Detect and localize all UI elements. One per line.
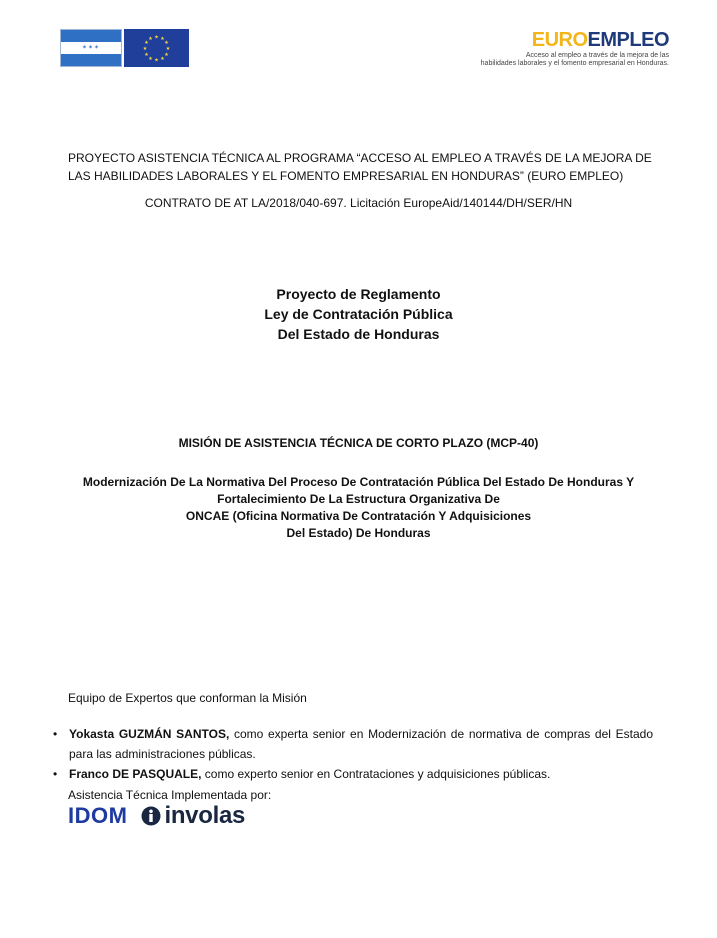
svg-text:★: ★ <box>160 36 165 42</box>
contract-reference: CONTRATO DE AT LA/2018/040-697. Licitación EuropeAid/140144/DH/SER/HN <box>144 196 573 210</box>
svg-text:★: ★ <box>154 34 159 41</box>
experts-list <box>53 724 653 784</box>
svg-text:★: ★ <box>154 57 159 64</box>
honduras-flag-icon: ✶✶✶ <box>60 29 122 67</box>
involas-mark-icon <box>141 806 161 826</box>
partner-logos <box>68 802 245 830</box>
svg-text:★: ★ <box>148 36 153 42</box>
svg-text:★: ★ <box>165 46 171 52</box>
euroempleo-brand: EUROEMPLEO <box>531 29 669 51</box>
bullet-icon: • <box>53 727 58 741</box>
expert-description: como experta senior en Modernización de normativa de compras del Estado para las administraciones públicas. <box>69 727 653 761</box>
list-item <box>53 764 653 784</box>
svg-text:★: ★ <box>160 56 165 62</box>
team-heading: Equipo de Expertos que conforman la Misión <box>68 691 307 705</box>
list-item <box>53 724 653 764</box>
euroempleo-logo <box>439 30 669 68</box>
bullet-icon: • <box>53 767 58 781</box>
mission-title: MISIÓN DE ASISTENCIA TÉCNICA DE CORTO PLAZO (MCP-40) <box>178 436 539 450</box>
involas-logo: involas <box>141 804 245 828</box>
regulation-title: Proyecto de Reglamento Ley de Contratación Pública Del Estado de Honduras <box>264 286 453 342</box>
svg-text:★: ★ <box>144 52 149 58</box>
expert-description: como experto senior en Contrataciones y adquisiciones públicas. <box>201 767 551 781</box>
implemented-by-label: Asistencia Técnica Implementada por: <box>68 788 272 802</box>
svg-text:★: ★ <box>164 40 169 46</box>
idom-logo: IDOM <box>68 803 128 828</box>
euroempleo-tagline: Acceso al empleo a través de la mejora de las habilidades laborales y el fomento empresarial en Honduras. <box>480 52 669 67</box>
project-title: PROYECTO ASISTENCIA TÉCNICA AL PROGRAMA “ACCESO AL EMPLEO A TRAVÉS DE LA MEJORA DE LAS HABILIDADES LABORALES Y EL FOMENTO EMPRESARIAL EN HONDURAS” (EURO EMPLEO) <box>68 151 652 183</box>
svg-text:★: ★ <box>142 46 148 52</box>
mission-subtitle: Modernización De La Normativa Del Proceso De Contratación Pública Del Estado De Honduras Y Fortalecimiento De La Estructura Organizativa De ONCAE (Oficina Normativa De Contratación Y Adquisiciones Del Estado) De Honduras <box>82 475 635 540</box>
eu-flag-icon <box>124 29 189 67</box>
expert-name: Franco DE PASQUALE, <box>69 767 202 781</box>
svg-text:★: ★ <box>164 52 169 58</box>
expert-name: Yokasta GUZMÁN SANTOS, <box>69 727 230 741</box>
svg-text:★: ★ <box>148 56 153 62</box>
svg-text:★: ★ <box>144 40 149 46</box>
